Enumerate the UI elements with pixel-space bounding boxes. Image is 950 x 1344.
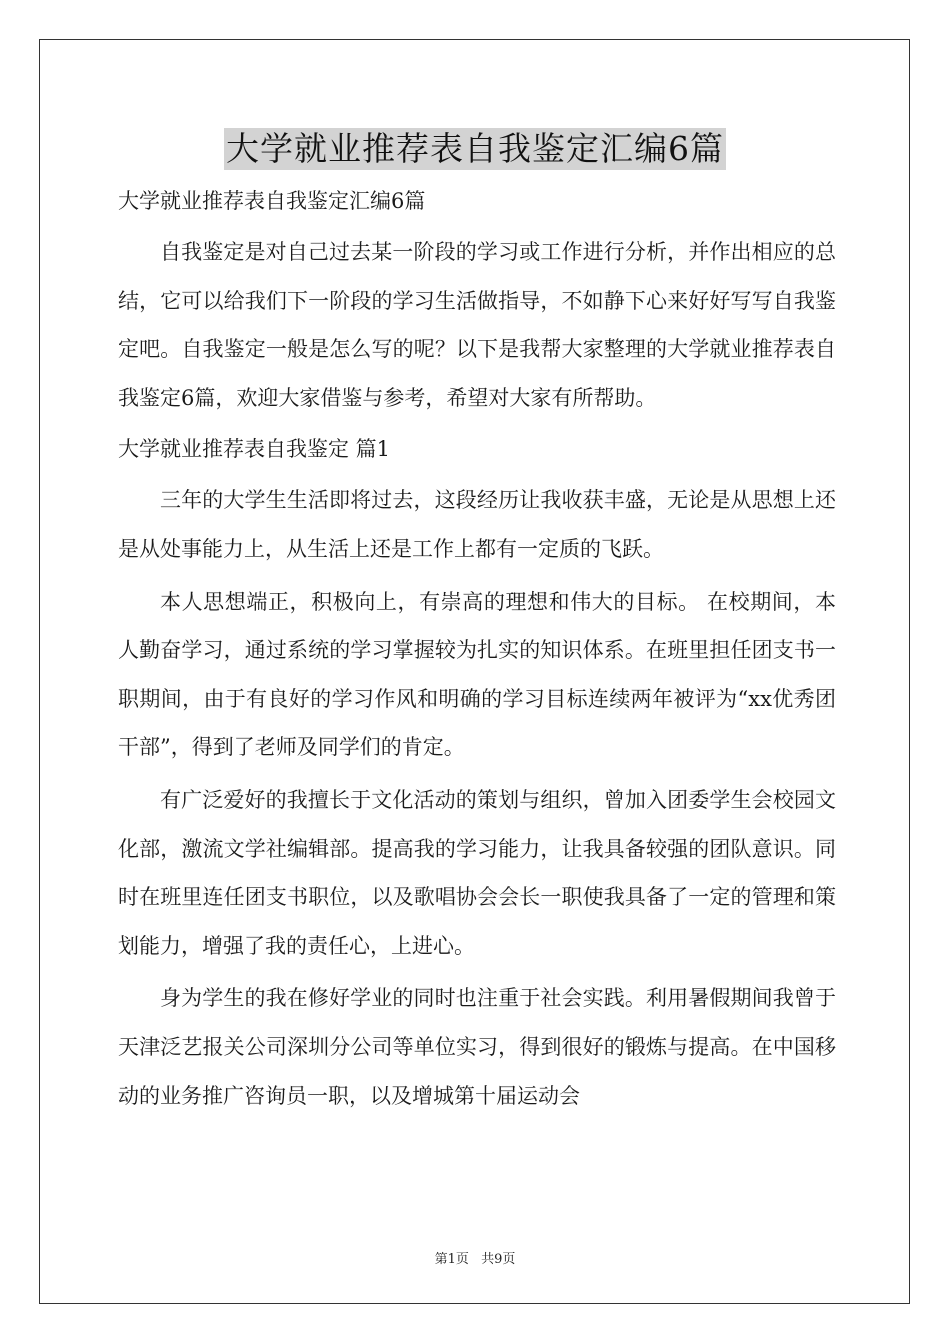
title-area	[0, 128, 950, 170]
intro-paragraph: 自我鉴定是对自己过去某一阶段的学习或工作进行分析，并作出相应的总结，它可以给我们下一阶段的学习生活做指导，不如静下心来好好写写自我鉴定吧。自我鉴定一般是怎么写的呢？以下是我帮大家整理的大学就业推荐表自我鉴定6篇，欢迎大家借鉴与参考，希望对大家有所帮助。	[118, 240, 836, 410]
section-heading: 大学就业推荐表自我鉴定 篇1	[118, 437, 391, 462]
body-paragraph: 本人思想端正，积极向上，有崇高的理想和伟大的目标。 在校期间，本人勤奋学习，通过系统的学习掌握较为扎实的知识体系。在班里担任团支书一职期间，由于有良好的学习作风和明确的学习目标连续两年被评为“xx优秀团干部”，得到了老师及同学们的肯定。	[118, 589, 836, 760]
page-total: 共9页	[481, 1252, 516, 1267]
document-body	[118, 178, 836, 1120]
body-paragraph: 三年的大学生生活即将过去，这段经历让我收获丰盛，无论是从思想上还是从处事能力上，从生活上还是工作上都有一定质的飞跃。	[118, 488, 836, 561]
document-title: 大学就业推荐表自我鉴定汇编6篇	[226, 129, 724, 168]
page-footer	[0, 1248, 950, 1267]
page-number: 第1页	[434, 1252, 469, 1267]
document-subtitle: 大学就业推荐表自我鉴定汇编6篇	[118, 189, 426, 213]
body-paragraph: 有广泛爱好的我擅长于文化活动的策划与组织，曾加入团委学生会校园文化部，激流文学社编辑部。提高我的学习能力，让我具备较强的团队意识。同时在班里连任团支书职位，以及歌唱协会会长一职使我具备了一定的管理和策划能力，增强了我的责任心，上进心。	[118, 787, 836, 958]
body-paragraph: 身为学生的我在修好学业的同时也注重于社会实践。利用暑假期间我曾于天津泛艺报关公司深圳分公司等单位实习，得到很好的锻炼与提高。在中国移动的业务推广咨询员一职，以及增城第十届运动会	[118, 986, 836, 1108]
